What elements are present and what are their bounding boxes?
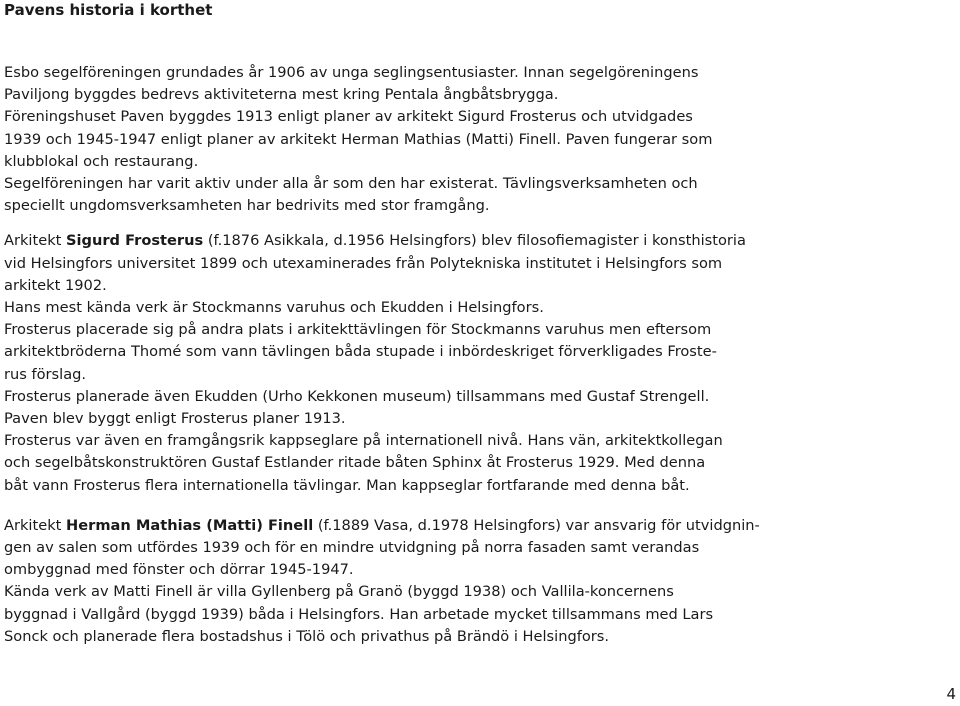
document-body (4, 62, 954, 648)
text-line: vid Helsingfors universitet 1899 och utexaminerades från Polytekniska institutet i Helsingfors som (4, 254, 723, 272)
text-line: Esbo segelföreningen grundades år 1906 av unga seglingsentusiaster. Innan segelgöreningens (4, 64, 699, 81)
text-line: Sonck och planerade flera bostadshus i Tölö och privathus på Brändö i Helsingfors. (4, 627, 610, 645)
frosterus-section (4, 230, 954, 496)
text-line: Frosterus placerade sig på andra plats i arkitekttävlingen för Stockmanns varuhus men eftersom (4, 321, 712, 339)
text-line: arkitektbröderna Thomé som vann tävlingen båda stupade i inbördeskriget förverkligades Froste- (4, 343, 717, 361)
text-line: Segelföreningen har varit aktiv under alla år som den har existerat. Tävlingsverksamheten och (4, 175, 698, 193)
text-line: Paven blev byggt enligt Frosterus planer 1913. (4, 410, 346, 428)
text-line: Frosterus var även en framgångsrik kappseglare på internationell nivå. Hans vän, arkitektkollegan (4, 432, 723, 450)
architect-prefix: Arkitekt (4, 232, 67, 250)
text-line (4, 230, 954, 252)
text-line: ombyggnad med fönster och dörrar 1945-1947. (4, 561, 354, 579)
text-line: Kända verk av Matti Finell är villa Gyllenberg på Granö (byggd 1938) och Vallila-koncernens (4, 583, 674, 601)
text-line: Föreningshuset Paven byggdes 1913 enligt planer av arkitekt Sigurd Frosterus och utvidgades (4, 108, 693, 126)
text-span: (f.1889 Vasa, d.1978 Helsingfors) var ansvarig för utvidgnin- (313, 516, 760, 534)
text-line: arkitekt 1902. (4, 276, 107, 294)
text-line: Paviljong byggdes bedrevs aktiviteterna mest kring Pentala ångbåtsbrygga. (4, 86, 559, 104)
text-line: klubblokal och restaurang. (4, 152, 199, 170)
text-span: (f.1876 Asikkala, d.1956 Helsingfors) blev filosofiemagister i konsthistoria (203, 232, 746, 250)
text-line: gen av salen som utfördes 1939 och för en mindre utvidgning på norra fasaden samt verandas (4, 539, 700, 557)
architect-name: Herman Mathias (Matti) Finell (66, 516, 314, 534)
text-line: rus förslag. (4, 365, 87, 383)
text-line: speciellt ungdomsverksamheten har bedrivits med stor framgång. (4, 197, 490, 215)
architect-name: Sigurd Frosterus (66, 232, 204, 250)
finell-section (4, 515, 954, 648)
text-line (4, 515, 954, 537)
text-line: och segelbåtskonstruktören Gustaf Estlander ritade båten Sphinx åt Frosterus 1929. Med denna (4, 454, 706, 472)
text-line: byggnad i Vallgård (byggd 1939) båda i Helsingfors. Han arbetade mycket tillsammans med Lars (4, 605, 714, 623)
page-number: 4 (946, 685, 956, 703)
intro-paragraph (4, 62, 954, 217)
architect-prefix: Arkitekt (4, 516, 67, 534)
text-line: Hans mest kända verk är Stockmanns varuhus och Ekudden i Helsingfors. (4, 299, 544, 317)
text-line: Frosterus planerade även Ekudden (Urho Kekkonen museum) tillsammans med Gustaf Strengell. (4, 387, 710, 405)
page-title: Pavens historia i korthet (4, 1, 213, 19)
text-line: 1939 och 1945-1947 enligt planer av arkitekt Herman Mathias (Matti) Finell. Paven fungerar som (4, 130, 713, 148)
text-line: båt vann Frosterus flera internationella tävlingar. Man kappseglar fortfarande med denna båt. (4, 476, 690, 494)
